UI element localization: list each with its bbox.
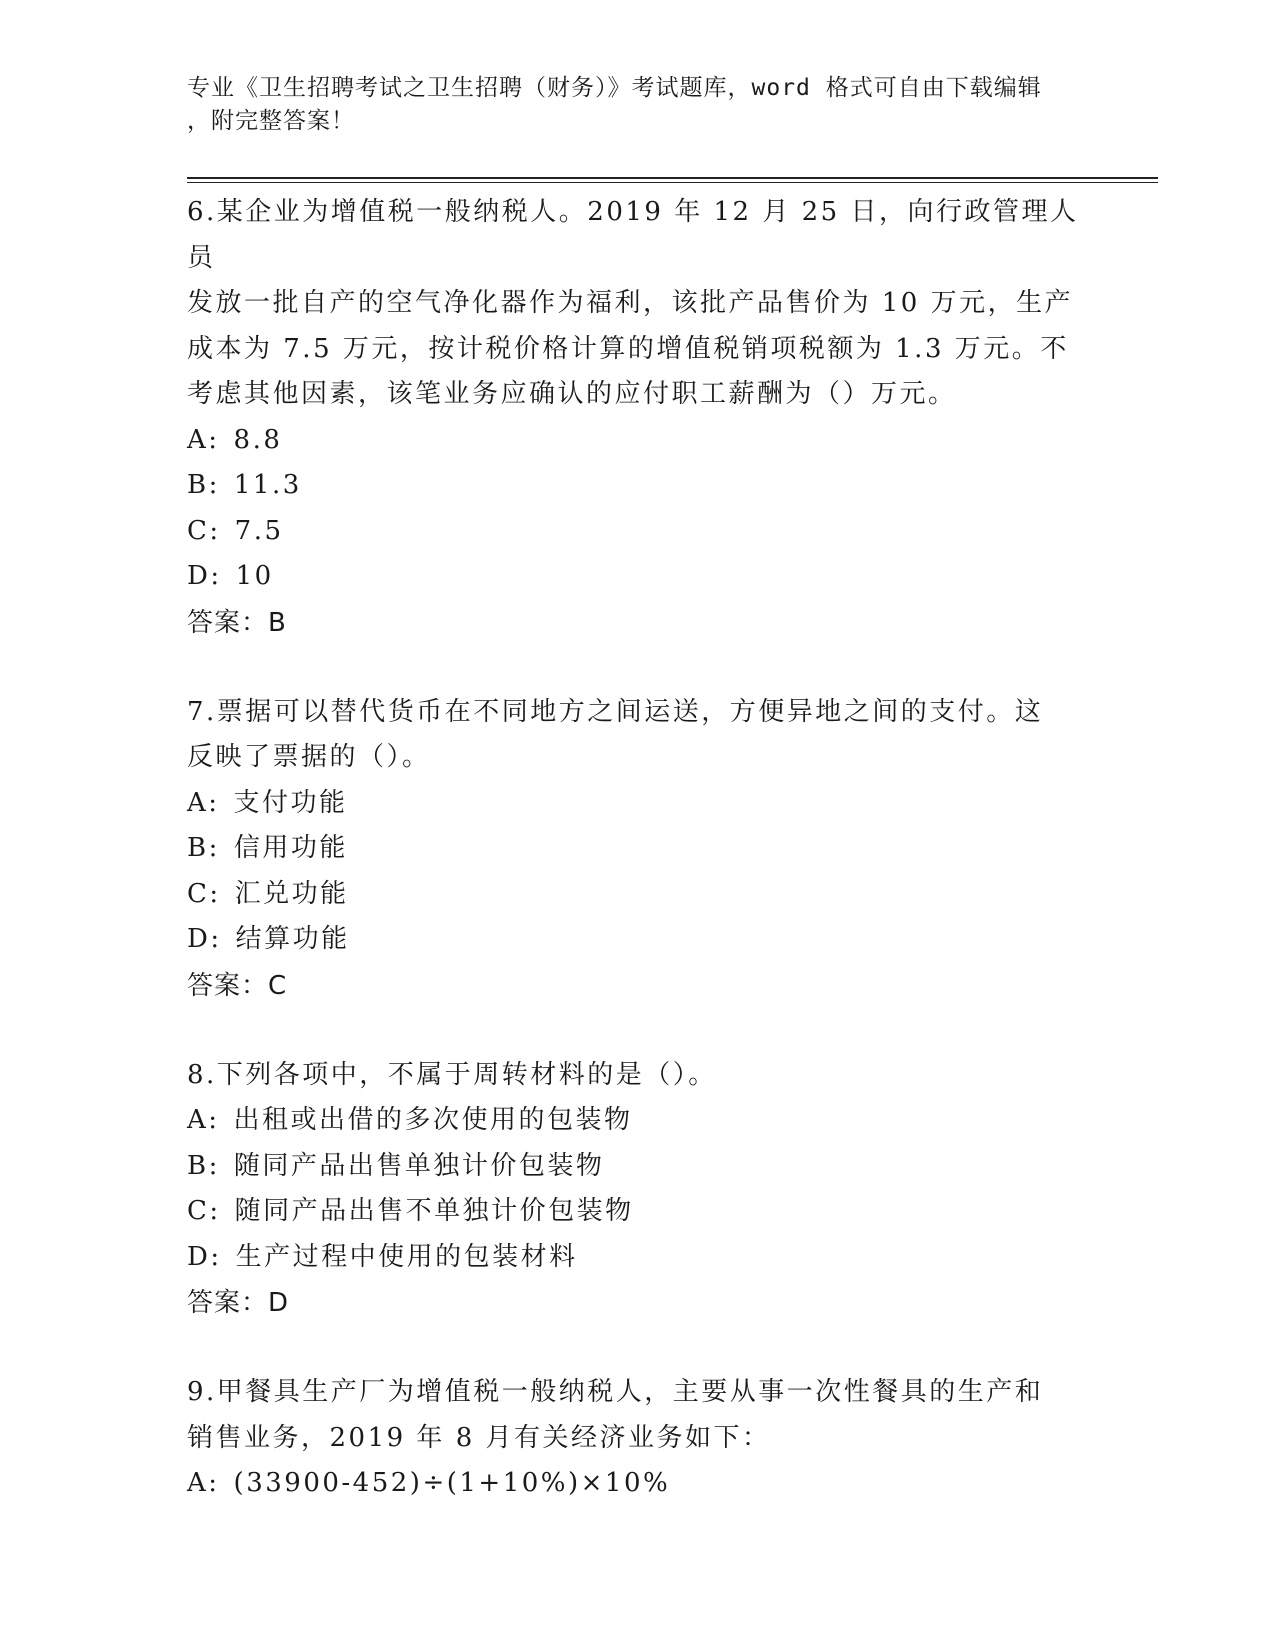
question-text-line: 考虑其他因素，该笔业务应确认的应付职工薪酬为（）万元。: [187, 379, 957, 409]
option-letter: A:: [187, 424, 220, 455]
option-row: [187, 826, 1087, 872]
answer-line: 答案：D: [187, 1288, 290, 1318]
question-text-line: 7.票据可以替代货币在不同地方之间运送，方便异地之间的支付。这: [187, 696, 1044, 727]
option-letter: D:: [187, 561, 222, 591]
option-text: 生产过程中使用的包装材料: [235, 1241, 578, 1272]
option-letter: C:: [187, 515, 221, 546]
question-text-line: 8.下列各项中，不属于周转材料的是（）。: [187, 1059, 717, 1090]
option-row: [187, 554, 1087, 600]
option-text: 11.3: [233, 470, 302, 500]
option-text: 10: [235, 561, 274, 591]
option-row: [187, 917, 1087, 963]
option-row: [187, 463, 1087, 509]
option-text: (33900-452)÷(1+10%)×10%: [233, 1468, 671, 1498]
option-letter: D:: [187, 1241, 222, 1272]
option-text: 汇兑功能: [234, 878, 349, 909]
option-letter: A:: [187, 1105, 220, 1135]
option-letter: C:: [187, 1196, 221, 1226]
question-block: [187, 1053, 1087, 1327]
question-block: [187, 190, 1087, 646]
question-block: [187, 1370, 1087, 1507]
question-text-line: 9.甲餐具生产厂为增值税一般纳税人，主要从事一次性餐具的生产和: [187, 1377, 1044, 1407]
option-row: [187, 1235, 1087, 1281]
question-text-line: 成本为 7.5 万元，按计税价格计算的增值税销项税额为 1.3 万元。不: [187, 333, 1069, 364]
question-text-line: 反映了票据的（）。: [187, 742, 431, 772]
option-row: [187, 509, 1087, 555]
option-text: 出租或出借的多次使用的包装物: [233, 1105, 633, 1135]
option-row: [187, 872, 1087, 918]
option-row: [187, 1189, 1087, 1235]
answer-line: 答案：C: [187, 970, 288, 1001]
option-text: 7.5: [234, 515, 284, 546]
option-letter: A:: [187, 787, 220, 818]
option-letter: B:: [187, 470, 220, 500]
header-line-1: 专业《卫生招聘考试之卫生招聘（财务）》考试题库，word 格式可自由下载编辑: [187, 75, 1042, 101]
header-divider-top: [187, 177, 1158, 179]
option-letter: B:: [187, 833, 220, 863]
option-text: 8.8: [233, 424, 283, 455]
question-text-line: 发放一批自产的空气净化器作为福利，该批产品售价为 10 万元，生产: [187, 288, 1074, 318]
question-list: [187, 190, 1087, 1507]
option-text: 结算功能: [235, 924, 350, 954]
answer-line: 答案：B: [187, 607, 287, 638]
document-header: [187, 72, 1067, 138]
question-text-line: 6.某企业为增值税一般纳税人。2019 年 12 月 25 日，向行政管理人员: [187, 197, 1079, 273]
option-text: 随同产品出售单独计价包装物: [233, 1150, 605, 1181]
option-row: [187, 781, 1087, 827]
option-letter: A:: [187, 1468, 220, 1498]
question-block: [187, 690, 1087, 1009]
option-text: 信用功能: [233, 833, 348, 863]
header-line-2: ，附完整答案！: [187, 108, 355, 134]
option-letter: D:: [187, 924, 222, 954]
option-row: [187, 1098, 1087, 1144]
question-text-line: 销售业务，2019 年 8 月有关经济业务如下：: [187, 1422, 771, 1453]
option-row: [187, 1144, 1087, 1190]
option-text: 支付功能: [233, 787, 348, 818]
option-letter: B:: [187, 1150, 220, 1181]
option-text: 随同产品出售不单独计价包装物: [234, 1196, 634, 1226]
header-divider-bottom: [187, 182, 1158, 183]
option-row: [187, 1461, 1087, 1507]
option-row: [187, 418, 1087, 464]
option-letter: C:: [187, 878, 221, 909]
